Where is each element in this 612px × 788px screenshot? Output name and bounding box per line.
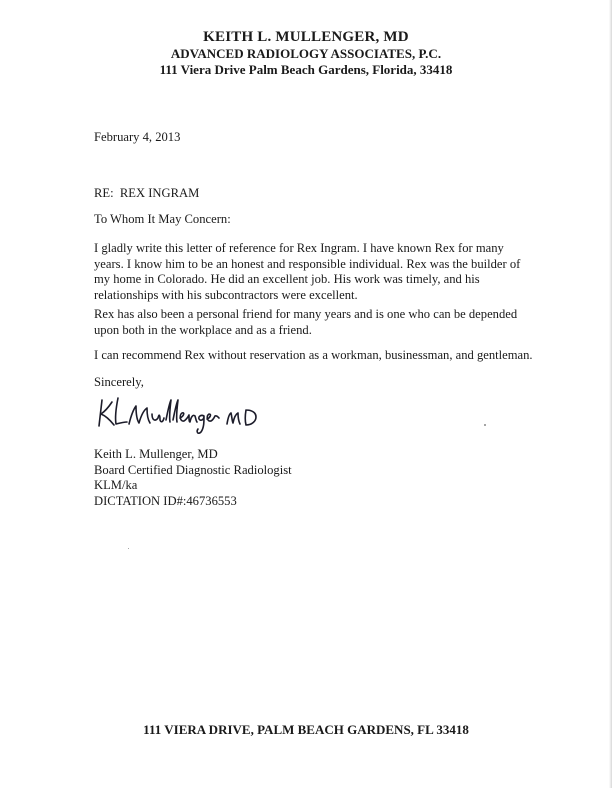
typist-initials: KLM/ka bbox=[94, 478, 138, 493]
letter-paragraph-3: I can recommend Rex without reservation as a workman, businessman, and gentleman. bbox=[94, 348, 533, 362]
letter-salutation: To Whom It May Concern: bbox=[94, 212, 231, 226]
letterhead-organization: ADVANCED RADIOLOGY ASSOCIATES, P.C. bbox=[170, 46, 442, 61]
scan-speck bbox=[484, 424, 486, 426]
letterhead bbox=[0, 28, 612, 78]
footer-address: 111 VIERA DRIVE, PALM BEACH GARDENS, FL 33418 bbox=[143, 722, 469, 737]
dictation-id: DICTATION ID#:46736553 bbox=[94, 493, 237, 508]
letter-paragraph-1: I gladly write this letter of reference for Rex Ingram. I have known Rex for many years. I know him to be an honest and responsible individual. Rex was the builder of my home in Colorado. He did an excellent job. His work was timely, and his relationships with his subcontractors were excellent. bbox=[94, 241, 521, 302]
signature-block bbox=[94, 447, 292, 509]
letter-date: February 4, 2013 bbox=[94, 130, 181, 144]
signer-name: Keith L. Mullenger, MD bbox=[94, 447, 218, 461]
letterhead-name: KEITH L. MULLENGER, MD bbox=[203, 29, 409, 45]
letter-paragraph-2: Rex has also been a personal friend for many years and is one who can be depended upon both in the workplace and as a friend. bbox=[94, 307, 518, 337]
scan-speck bbox=[128, 548, 129, 549]
letter-closing: Sincerely, bbox=[94, 375, 144, 389]
signer-title: Board Certified Diagnostic Radiologist bbox=[94, 462, 292, 477]
letter-subject: RE: REX INGRAM bbox=[94, 186, 200, 200]
handwritten-signature bbox=[96, 392, 286, 442]
letterhead-address: 111 Viera Drive Palm Beach Gardens, Florida, 33418 bbox=[159, 62, 453, 77]
